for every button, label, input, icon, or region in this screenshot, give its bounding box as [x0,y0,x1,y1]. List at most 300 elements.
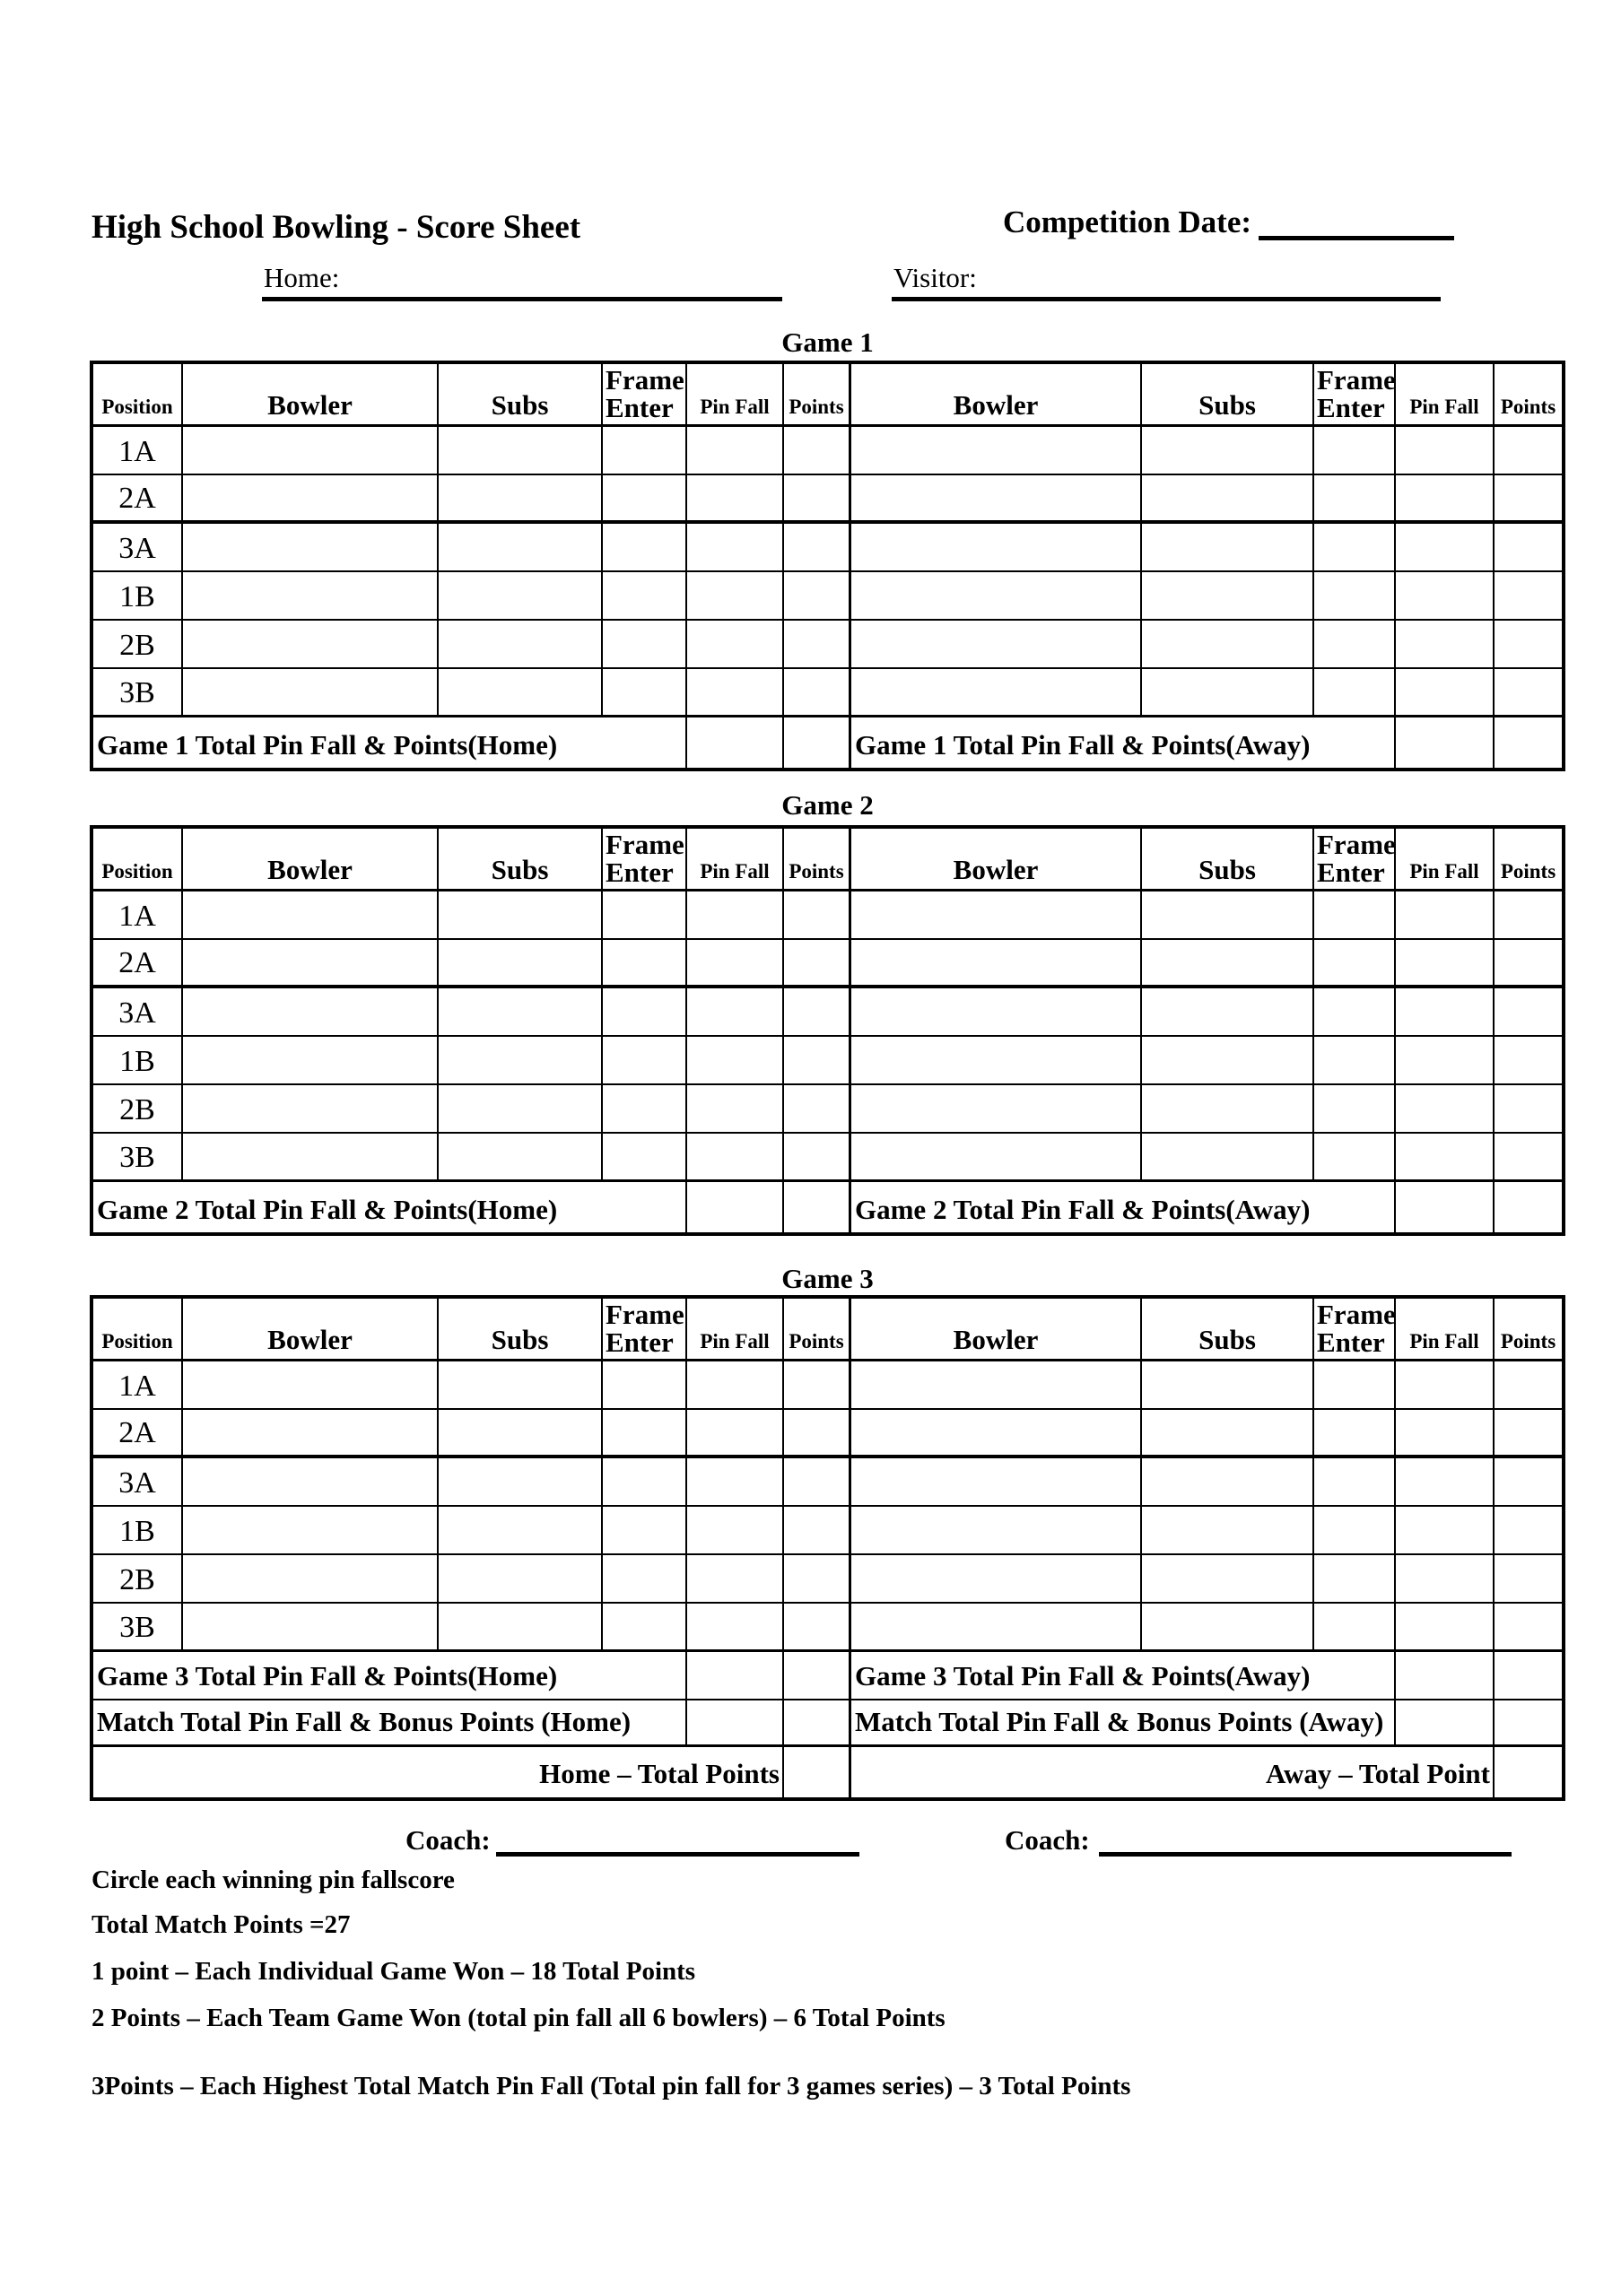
game-total-home-label: Game 3 Total Pin Fall & Points(Home) [93,1652,687,1699]
match-total-pin-fall-cell-away[interactable] [1396,1700,1495,1744]
bowler-input-cell-away[interactable] [851,891,1142,938]
subs-input-cell-home[interactable] [439,1361,603,1408]
frame-enter-input-cell-home[interactable] [603,1134,687,1179]
subs-input-cell-away[interactable] [1142,1604,1314,1649]
bowler-input-cell-home[interactable] [183,1555,439,1602]
frame-enter-input-cell-home[interactable] [603,621,687,667]
subs-input-cell-home[interactable] [439,1555,603,1602]
pin-fall-input-cell-away[interactable] [1396,891,1495,938]
pin-fall-input-cell-away[interactable] [1396,669,1495,715]
frame-enter-input-cell-home[interactable] [603,1410,687,1455]
game-total-points-cell-home[interactable] [784,1652,851,1699]
points-input-cell-home[interactable] [784,988,851,1035]
pin-fall-input-cell-home[interactable] [687,1037,784,1083]
page-title: High School Bowling - Score Sheet [92,209,581,246]
pin-fall-input-cell-home[interactable] [687,572,784,619]
column-header-bowler-home: Bowler [183,364,439,424]
bowler-row-3a [93,988,1562,1037]
match-total-pin-fall-cell-home[interactable] [687,1700,784,1744]
frame-enter-input-cell-away[interactable] [1314,1604,1396,1649]
frame-enter-line1: Frame [1317,363,1396,396]
bowler-row-2b [93,621,1562,669]
pin-fall-input-cell-away[interactable] [1396,1361,1495,1408]
column-header-pin-fall-home: Pin Fall [687,829,784,889]
subs-input-cell-home[interactable] [439,621,603,667]
game-total-away-label: Game 1 Total Pin Fall & Points(Away) [851,718,1396,768]
game-title: Game 3 [781,1263,874,1294]
bowler-input-cell-away[interactable] [851,524,1142,570]
pin-fall-input-cell-away[interactable] [1396,1507,1495,1553]
bowler-row-1b [93,1037,1562,1085]
note-rule-individual: 1 point – Each Individual Game Won – 18 Total Points [92,1957,696,1986]
frame-enter-line2: Enter [606,1326,674,1359]
game-2-table [90,825,1565,1236]
subs-input-cell-home[interactable] [439,940,603,985]
points-input-cell-away[interactable] [1495,1458,1562,1505]
subs-input-cell-away[interactable] [1142,1410,1314,1455]
pin-fall-input-cell-away[interactable] [1396,1604,1495,1649]
points-input-cell-home[interactable] [784,1085,851,1132]
pin-fall-input-cell-home[interactable] [687,1361,784,1408]
frame-enter-input-cell-home[interactable] [603,1361,687,1408]
bowler-input-cell-home[interactable] [183,1410,439,1455]
frame-enter-input-cell-away[interactable] [1314,1085,1396,1132]
subs-input-cell-away[interactable] [1142,1085,1314,1132]
bowler-input-cell-away[interactable] [851,1410,1142,1455]
frame-enter-input-cell-away[interactable] [1314,891,1396,938]
column-header-position: Position [93,364,183,424]
subs-input-cell-away[interactable] [1142,524,1314,570]
away-coach-input[interactable] [1099,1822,1512,1857]
visitor-label: Visitor: [893,262,977,293]
game-total-points-cell-away[interactable] [1495,1182,1562,1232]
pin-fall-input-cell-home[interactable] [687,1507,784,1553]
bowler-input-cell-home[interactable] [183,1361,439,1408]
pin-fall-input-cell-away[interactable] [1396,988,1495,1035]
pin-fall-input-cell-away[interactable] [1396,1085,1495,1132]
bowler-input-cell-home[interactable] [183,988,439,1035]
bowler-input-cell-away[interactable] [851,1507,1142,1553]
frame-enter-input-cell-home[interactable] [603,1458,687,1505]
column-header-position: Position [93,1299,183,1359]
frame-enter-input-cell-home[interactable] [603,1507,687,1553]
points-input-cell-away[interactable] [1495,1410,1562,1455]
match-total-row [93,1700,1562,1747]
bowler-input-cell-home[interactable] [183,524,439,570]
match-total-away-label: Match Total Pin Fall & Bonus Points (Away) [851,1700,1396,1744]
bowler-row-1b [93,572,1562,621]
note-rule-high-series: 3Points – Each Highest Total Match Pin Fall (Total pin fall for 3 games series) – 3 Total Points [92,2072,1131,2100]
pin-fall-input-cell-home[interactable] [687,1458,784,1505]
game-total-pin-fall-cell-home[interactable] [687,1652,784,1699]
bowler-row-3b [93,669,1562,718]
subs-input-cell-away[interactable] [1142,572,1314,619]
column-header-subs-home: Subs [439,364,603,424]
frame-enter-input-cell-home[interactable] [603,669,687,715]
coach-label: Coach: [405,1824,491,1856]
pin-fall-input-cell-away[interactable] [1396,1410,1495,1455]
points-input-cell-away[interactable] [1495,572,1562,619]
pin-fall-input-cell-away[interactable] [1396,572,1495,619]
points-input-cell-home[interactable] [784,475,851,520]
game-total-away-label: Game 3 Total Pin Fall & Points(Away) [851,1652,1396,1699]
bowler-input-cell-home[interactable] [183,621,439,667]
points-input-cell-away[interactable] [1495,1361,1562,1408]
frame-enter-line2: Enter [606,857,674,889]
frame-enter-input-cell-away[interactable] [1314,524,1396,570]
bowler-input-cell-away[interactable] [851,1085,1142,1132]
game-total-pin-fall-cell-home[interactable] [687,718,784,768]
game-total-points-cell-home[interactable] [784,1182,851,1232]
bowler-input-cell-away[interactable] [851,621,1142,667]
bowler-input-cell-home[interactable] [183,572,439,619]
bowler-row-2a [93,1410,1562,1458]
bowler-row-2a [93,940,1562,988]
points-input-cell-away[interactable] [1495,475,1562,520]
bowler-row-3b [93,1134,1562,1182]
subs-input-cell-away[interactable] [1142,1134,1314,1179]
column-header-frame-enter-home [603,829,687,889]
frame-enter-input-cell-home[interactable] [603,427,687,474]
column-header-subs-away: Subs [1142,364,1314,424]
frame-enter-line1: Frame [606,363,684,396]
pin-fall-input-cell-away[interactable] [1396,1134,1495,1179]
note-rule-team-game: 2 Points – Each Team Game Won (total pin fall all 6 bowlers) – 6 Total Points [92,2004,946,2032]
subs-input-cell-away[interactable] [1142,1555,1314,1602]
pin-fall-input-cell-home[interactable] [687,1134,784,1179]
match-total-points-cell-home[interactable] [784,1700,851,1744]
table-header-row [93,829,1562,891]
bowler-row-3a [93,1458,1562,1507]
column-header-subs-home: Subs [439,829,603,889]
frame-enter-input-cell-away[interactable] [1314,669,1396,715]
subs-input-cell-away[interactable] [1142,988,1314,1035]
game-total-pin-fall-cell-home[interactable] [687,1182,784,1232]
column-header-subs-away: Subs [1142,1299,1314,1359]
pin-fall-input-cell-away[interactable] [1396,524,1495,570]
points-input-cell-home[interactable] [784,1037,851,1083]
column-header-points-away: Points [1500,1329,1556,1352]
frame-enter-input-cell-away[interactable] [1314,427,1396,474]
subs-input-cell-home[interactable] [439,1085,603,1132]
frame-enter-input-cell-home[interactable] [603,940,687,985]
bowler-input-cell-away[interactable] [851,940,1142,985]
points-input-cell-away[interactable] [1495,940,1562,985]
column-header-frame-enter-home [603,1299,687,1359]
bowler-row-1a [93,427,1562,475]
pin-fall-input-cell-away[interactable] [1396,1555,1495,1602]
game-total-pin-fall-cell-away[interactable] [1396,718,1495,768]
position-label: 1A [93,891,183,938]
points-input-cell-away[interactable] [1495,1037,1562,1083]
pin-fall-input-cell-away[interactable] [1396,475,1495,520]
bowler-row-1a [93,1361,1562,1410]
column-header-pin-fall-away: Pin Fall [1396,1299,1495,1359]
frame-enter-line1: Frame [1317,828,1396,860]
subs-input-cell-home[interactable] [439,1604,603,1649]
bowler-input-cell-away[interactable] [851,1134,1142,1179]
subs-input-cell-home[interactable] [439,988,603,1035]
column-header-frame-enter-home [603,364,687,424]
pin-fall-input-cell-away[interactable] [1396,940,1495,985]
pin-fall-input-cell-home[interactable] [687,621,784,667]
pin-fall-input-cell-home[interactable] [687,427,784,474]
bowler-input-cell-home[interactable] [183,1458,439,1505]
position-label: 2A [93,940,183,985]
points-input-cell-away[interactable] [1495,669,1562,715]
subs-input-cell-away[interactable] [1142,1037,1314,1083]
position-label: 3B [93,669,183,715]
frame-enter-input-cell-away[interactable] [1314,1410,1396,1455]
position-label: 1A [93,427,183,474]
game-total-home-label: Game 1 Total Pin Fall & Points(Home) [93,718,687,768]
subs-input-cell-home[interactable] [439,1458,603,1505]
home-total-points-cell[interactable] [784,1747,851,1797]
frame-enter-input-cell-away[interactable] [1314,1507,1396,1553]
frame-enter-input-cell-away[interactable] [1314,1458,1396,1505]
frame-enter-line2: Enter [1317,1326,1385,1359]
points-input-cell-home[interactable] [784,669,851,715]
bowler-input-cell-home[interactable] [183,475,439,520]
home-team-field[interactable] [262,264,782,301]
points-input-cell-home[interactable] [784,427,851,474]
position-label: 3B [93,1604,183,1649]
subs-input-cell-home[interactable] [439,1410,603,1455]
game-total-row [93,1182,1562,1232]
bowler-row-3a [93,524,1562,572]
bowler-input-cell-away[interactable] [851,669,1142,715]
bowler-row-2a [93,475,1562,524]
frame-enter-input-cell-home[interactable] [603,475,687,520]
points-input-cell-away[interactable] [1495,427,1562,474]
points-input-cell-away[interactable] [1495,524,1562,570]
column-header-frame-enter-away [1314,364,1396,424]
points-input-cell-home[interactable] [784,1555,851,1602]
bowler-input-cell-home[interactable] [183,1134,439,1179]
subs-input-cell-home[interactable] [439,524,603,570]
frame-enter-input-cell-away[interactable] [1314,1555,1396,1602]
points-input-cell-away[interactable] [1495,1085,1562,1132]
points-input-cell-away[interactable] [1495,621,1562,667]
frame-enter-input-cell-home[interactable] [603,1037,687,1083]
frame-enter-input-cell-home[interactable] [603,891,687,938]
bowler-input-cell-away[interactable] [851,1361,1142,1408]
home-coach-input[interactable] [496,1822,859,1857]
game-total-row [93,718,1562,768]
points-input-cell-home[interactable] [784,1410,851,1455]
frame-enter-input-cell-away[interactable] [1314,475,1396,520]
pin-fall-input-cell-home[interactable] [687,524,784,570]
position-label: 1B [93,572,183,619]
points-input-cell-home[interactable] [784,1458,851,1505]
column-header-bowler-away: Bowler [851,364,1142,424]
column-header-pin-fall-home: Pin Fall [687,364,784,424]
competition-date-label: Competition Date: [1003,204,1252,239]
frame-enter-input-cell-away[interactable] [1314,1361,1396,1408]
game-title: Game 1 [781,326,874,358]
position-label: 2A [93,1410,183,1455]
points-input-cell-home[interactable] [784,1134,851,1179]
points-input-cell-home[interactable] [784,524,851,570]
column-header-points-home: Points [784,829,851,889]
frame-enter-line2: Enter [1317,857,1385,889]
frame-enter-line2: Enter [606,392,674,424]
game-total-points-cell-away[interactable] [1495,718,1562,768]
frame-enter-line1: Frame [606,1298,684,1330]
frame-enter-input-cell-away[interactable] [1314,572,1396,619]
bowler-input-cell-away[interactable] [851,988,1142,1035]
game-total-pin-fall-cell-away[interactable] [1396,1182,1495,1232]
column-header-subs-away: Subs [1142,829,1314,889]
subs-input-cell-home[interactable] [439,427,603,474]
pin-fall-input-cell-away[interactable] [1396,427,1495,474]
bowler-input-cell-away[interactable] [851,1604,1142,1649]
bowler-row-2b [93,1555,1562,1604]
frame-enter-input-cell-away[interactable] [1314,1134,1396,1179]
pin-fall-input-cell-home[interactable] [687,1555,784,1602]
position-label: 1B [93,1037,183,1083]
visitor-team-field[interactable] [892,264,1441,301]
frame-enter-input-cell-away[interactable] [1314,940,1396,985]
bowler-row-3b [93,1604,1562,1652]
column-header-subs-home: Subs [439,1299,603,1359]
pin-fall-input-cell-home[interactable] [687,475,784,520]
column-header-frame-enter-away [1314,1299,1396,1359]
column-header-points-away: Points [1500,859,1556,883]
column-header-points-home: Points [784,1299,851,1359]
frame-enter-input-cell-away[interactable] [1314,988,1396,1035]
match-total-points-cell-away[interactable] [1495,1700,1562,1744]
points-input-cell-home[interactable] [784,940,851,985]
game-total-pin-fall-cell-away[interactable] [1396,1652,1495,1699]
subs-input-cell-home[interactable] [439,1037,603,1083]
frame-enter-input-cell-home[interactable] [603,1555,687,1602]
subs-input-cell-home[interactable] [439,669,603,715]
bowler-input-cell-home[interactable] [183,669,439,715]
subs-input-cell-home[interactable] [439,475,603,520]
points-input-cell-away[interactable] [1495,891,1562,938]
points-input-cell-home[interactable] [784,1507,851,1553]
bowler-input-cell-away[interactable] [851,1037,1142,1083]
away-total-points-cell[interactable] [1495,1747,1562,1797]
bowler-input-cell-home[interactable] [183,1507,439,1553]
frame-enter-line1: Frame [1317,1298,1396,1330]
points-input-cell-home[interactable] [784,891,851,938]
subs-input-cell-away[interactable] [1142,475,1314,520]
subs-input-cell-away[interactable] [1142,1458,1314,1505]
bowler-input-cell-home[interactable] [183,891,439,938]
subs-input-cell-away[interactable] [1142,669,1314,715]
column-header-frame-enter-away [1314,829,1396,889]
pin-fall-input-cell-home[interactable] [687,1604,784,1649]
pin-fall-input-cell-home[interactable] [687,1410,784,1455]
game-total-points-cell-home[interactable] [784,718,851,768]
points-input-cell-home[interactable] [784,572,851,619]
bowler-input-cell-home[interactable] [183,1604,439,1649]
column-header-pin-fall-away: Pin Fall [1396,829,1495,889]
frame-enter-input-cell-away[interactable] [1314,621,1396,667]
bowler-input-cell-home[interactable] [183,427,439,474]
pin-fall-input-cell-away[interactable] [1396,621,1495,667]
points-input-cell-home[interactable] [784,621,851,667]
pin-fall-input-cell-home[interactable] [687,940,784,985]
frame-enter-input-cell-home[interactable] [603,1604,687,1649]
pin-fall-input-cell-away[interactable] [1396,1458,1495,1505]
position-label: 2B [93,1085,183,1132]
position-label: 3A [93,524,183,570]
pin-fall-input-cell-home[interactable] [687,891,784,938]
bowler-input-cell-home[interactable] [183,1037,439,1083]
subs-input-cell-away[interactable] [1142,940,1314,985]
points-input-cell-home[interactable] [784,1604,851,1649]
bowler-input-cell-home[interactable] [183,1085,439,1132]
bowler-input-cell-home[interactable] [183,940,439,985]
points-input-cell-away[interactable] [1495,1604,1562,1649]
subs-input-cell-home[interactable] [439,1134,603,1179]
pin-fall-input-cell-home[interactable] [687,988,784,1035]
subs-input-cell-away[interactable] [1142,1507,1314,1553]
match-total-home-label: Match Total Pin Fall & Bonus Points (Home) [93,1700,687,1744]
frame-enter-line2: Enter [1317,392,1385,424]
pin-fall-input-cell-home[interactable] [687,669,784,715]
home-coach-field [405,1822,859,1857]
subs-input-cell-home[interactable] [439,572,603,619]
table-header-row [93,1299,1562,1361]
points-input-cell-away[interactable] [1495,1555,1562,1602]
column-header-points-away: Points [1500,395,1556,418]
column-header-points-home: Points [784,364,851,424]
column-header-pin-fall-home: Pin Fall [687,1299,784,1359]
home-label: Home: [264,262,340,293]
frame-enter-input-cell-home[interactable] [603,988,687,1035]
subs-input-cell-away[interactable] [1142,621,1314,667]
frame-enter-input-cell-away[interactable] [1314,1037,1396,1083]
subs-input-cell-home[interactable] [439,891,603,938]
subs-input-cell-away[interactable] [1142,1361,1314,1408]
column-header-pin-fall-away: Pin Fall [1396,364,1495,424]
frame-enter-input-cell-home[interactable] [603,1085,687,1132]
frame-enter-input-cell-home[interactable] [603,524,687,570]
column-header-position: Position [93,829,183,889]
points-input-cell-away[interactable] [1495,1507,1562,1553]
subs-input-cell-away[interactable] [1142,891,1314,938]
position-label: 1B [93,1507,183,1553]
game-3-table [90,1295,1565,1801]
subs-input-cell-home[interactable] [439,1507,603,1553]
bowler-row-1a [93,891,1562,940]
game-total-points-cell-away[interactable] [1495,1652,1562,1699]
points-input-cell-away[interactable] [1495,988,1562,1035]
bowler-input-cell-away[interactable] [851,427,1142,474]
pin-fall-input-cell-home[interactable] [687,1085,784,1132]
bowler-input-cell-away[interactable] [851,572,1142,619]
pin-fall-input-cell-away[interactable] [1396,1037,1495,1083]
position-label: 3A [93,1458,183,1505]
column-header-bowler-away: Bowler [851,829,1142,889]
subs-input-cell-away[interactable] [1142,427,1314,474]
bowler-input-cell-away[interactable] [851,475,1142,520]
bowler-input-cell-away[interactable] [851,1458,1142,1505]
points-input-cell-away[interactable] [1495,1134,1562,1179]
competition-date-input[interactable] [1259,204,1454,240]
position-label: 3A [93,988,183,1035]
position-label: 1A [93,1361,183,1408]
column-header-bowler-home: Bowler [183,1299,439,1359]
bowler-input-cell-away[interactable] [851,1555,1142,1602]
bowler-row-2b [93,1085,1562,1134]
points-input-cell-home[interactable] [784,1361,851,1408]
frame-enter-input-cell-home[interactable] [603,572,687,619]
